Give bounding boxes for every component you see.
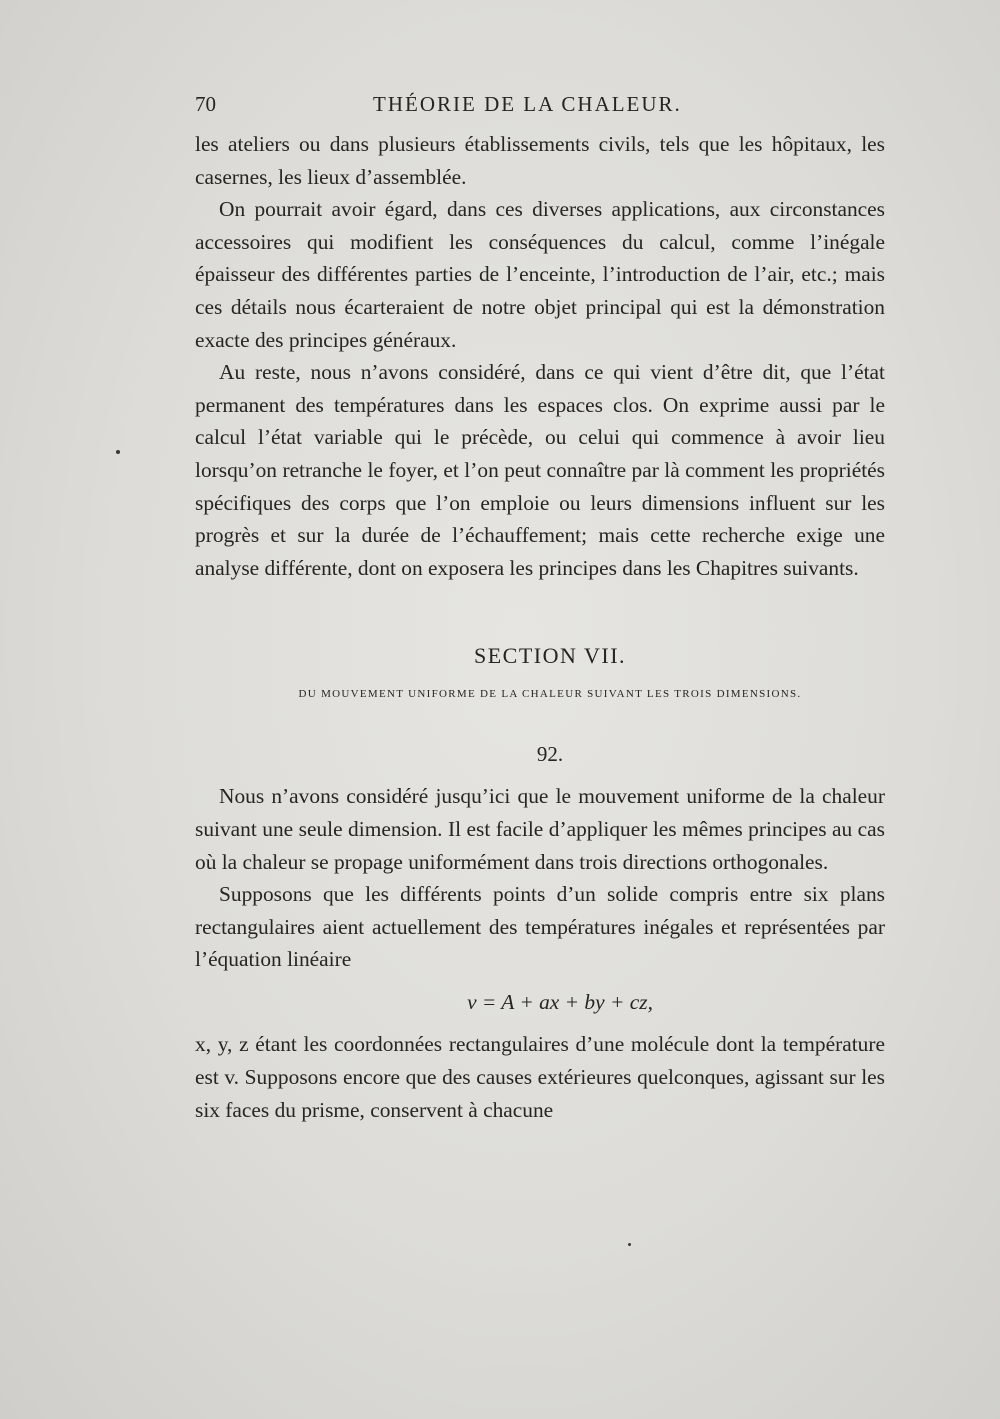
ink-speck — [628, 1243, 631, 1246]
page-body — [195, 128, 885, 1126]
paragraph-6: x, y, z étant les coordonnées rectangulaires d’une molécule dont la température est v. Supposons encore que des causes extérieures quelconques, agissant sur les six faces du prisme, conservent à chacune — [195, 1032, 885, 1122]
section-title: SECTION VII. — [473, 643, 627, 669]
paragraph-3: Au reste, nous n’avons considéré, dans ce qui vient d’être dit, que l’état permanent des températures dans les espaces clos. On exprime aussi par le calcul l’état variable qui le précède, ou celui qui commence à avoir lieu lorsqu’on retranche le foyer, et l’on peut connaître par là comment les propriétés spécifiques des corps que l’on emploie ou leurs dimensions influent sur les progrès et sur la durée de l’échauffement; mais cette recherche exige une analyse différente, dont on exposera les principes dans les Chapitres suivants. — [195, 360, 885, 580]
equation: v = A + ax + by + cz, — [467, 989, 653, 1014]
page-number: 70 — [195, 92, 216, 116]
running-title: THÉORIE DE LA CHALEUR. — [373, 92, 682, 116]
section-subtitle: DU MOUVEMENT UNIFORME DE LA CHALEUR SUIVANT LES TROIS DIMENSIONS. — [298, 688, 802, 701]
ink-speck — [116, 450, 120, 454]
paragraph-2: On pourrait avoir égard, dans ces diverses applications, aux circonstances accessoires qui modifient les conséquences du calcul, comme l’inégale épaisseur des différentes parties de l’enceinte, l’introduction de l’air, etc.; mais ces détails nous écarteraient de notre objet principal qui est la démonstration exacte des principes généraux. — [195, 197, 885, 352]
article-number: 92. — [536, 742, 564, 767]
page-header — [195, 92, 885, 122]
paragraph-1: les ateliers ou dans plusieurs établissements civils, tels que les hôpitaux, les casernes, les lieux d’assemblée. — [195, 132, 885, 189]
paragraph-4: Nous n’avons considéré jusqu’ici que le mouvement uniforme de la chaleur suivant une seule dimension. Il est facile d’appliquer les mêmes principes au cas où la chaleur se propage uniformément dans trois directions orthogonales. — [195, 784, 885, 874]
paragraph-5: Supposons que les différents points d’un solide compris entre six plans rectangulaires aient actuellement des températures inégales et représentées par l’équation linéaire — [195, 882, 885, 972]
